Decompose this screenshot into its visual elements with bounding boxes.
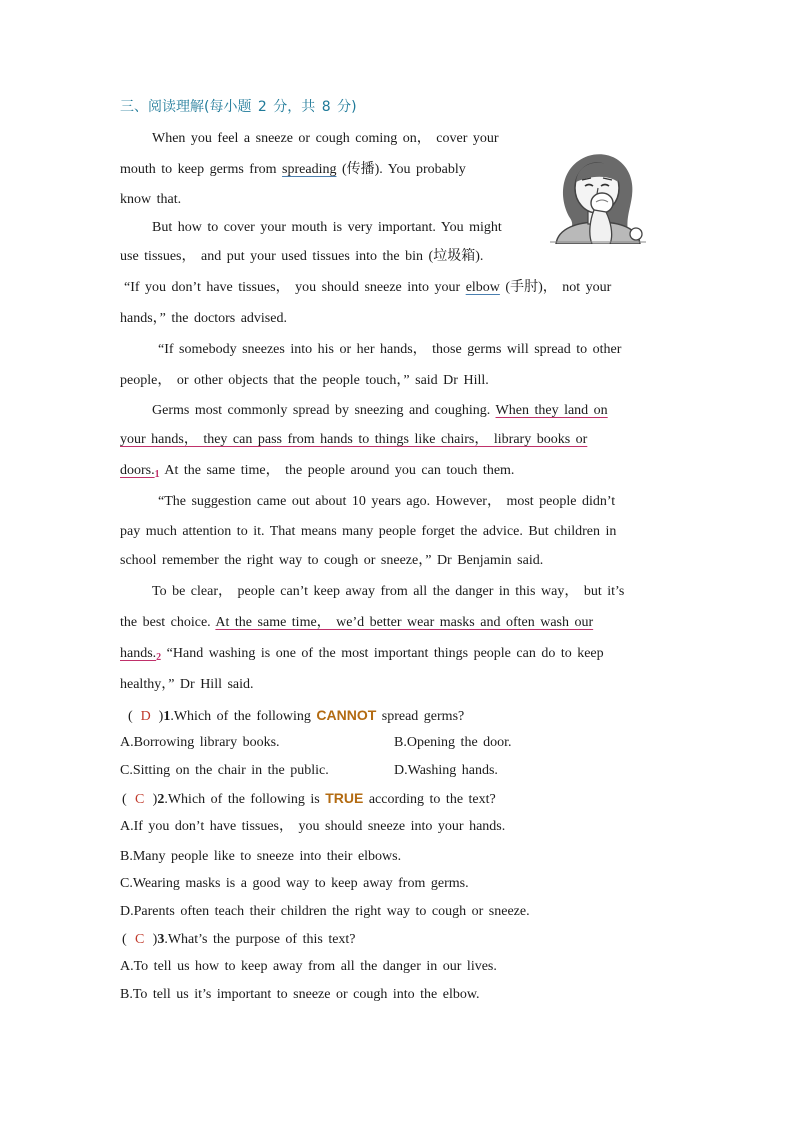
option: B.Many people like to sneeze into their elbows.: [120, 849, 402, 864]
passage-line: When you feel a sneeze or cough coming on， cover your: [152, 131, 499, 146]
vocab-word: spreading: [282, 162, 337, 177]
paren: ): [158, 709, 164, 724]
text-span: mouth to keep germs from: [120, 162, 283, 177]
paren: ): [152, 792, 158, 807]
paren: ): [152, 932, 158, 947]
section-title: 三、阅读理解(每小题 2 分，共 8 分): [120, 99, 357, 115]
text-span: according to the text?: [363, 792, 496, 807]
passage-line: “The suggestion came out about 10 years ago. However， most people didn’t: [158, 494, 616, 509]
option: C.Wearing masks is a good way to keep away from germs.: [120, 876, 469, 891]
highlighted-sentence: hands.: [120, 646, 157, 661]
text-span: “Hand washing is one of the most important things people can do to keep: [161, 646, 604, 661]
option: A.If you don’t have tissues， you should sneeze into your hands.: [120, 819, 506, 834]
option: B.To tell us it’s important to sneeze or cough into the elbow.: [120, 987, 480, 1002]
question-number: 2: [157, 792, 165, 807]
vocab-word: elbow: [465, 280, 500, 295]
option: D.Washing hands.: [394, 763, 498, 778]
woman-sneezing-icon: [548, 148, 648, 244]
question-keyword: CANNOT: [316, 707, 377, 723]
text-span: spread germs?: [376, 709, 465, 724]
text-span: (手肘)， not your: [499, 280, 612, 295]
answer-letter: C: [135, 792, 145, 807]
paren: (: [128, 709, 133, 724]
question-stem: [122, 931, 356, 949]
paren: (: [122, 932, 127, 947]
highlighted-sentence: At the same time， we’d better wear masks and often wash our: [215, 615, 594, 630]
passage-line: [120, 431, 587, 449]
annotation-number: 2: [156, 652, 162, 663]
passage-line: school remember the right way to cough or sneeze，” Dr Benjamin said.: [120, 553, 544, 568]
question-stem: [128, 706, 464, 726]
text-span: At the same time， the people around you can touch them.: [159, 463, 515, 478]
highlighted-sentence: your hands， they can pass from hands to things like chairs， library books or: [120, 432, 588, 447]
passage-line: [120, 614, 593, 632]
text-span: the best choice.: [120, 615, 216, 630]
passage-line: know that.: [120, 192, 182, 207]
answer-letter: D: [140, 709, 151, 724]
passage-line: pay much attention to it. That means many people forget the advice. But children in: [120, 524, 617, 539]
passage-line: use tissues， and put your used tissues into the bin (垃圾箱).: [120, 249, 484, 264]
passage-line: hands，” the doctors advised.: [120, 311, 287, 326]
answer-letter: C: [135, 932, 145, 947]
text-span: “If you don’t have tissues， you should sneeze into your: [124, 280, 466, 295]
text-span: (传播). You probably: [336, 162, 466, 177]
passage-line: [152, 402, 608, 420]
highlighted-sentence: doors.: [120, 463, 155, 478]
question-stem: [122, 789, 496, 809]
passage-line: To be clear， people can’t keep away from all the danger in this way， but it’s: [152, 584, 625, 599]
option: A.To tell us how to keep away from all the danger in our lives.: [120, 959, 497, 974]
text-span: Germs most commonly spread by sneezing and coughing.: [152, 403, 496, 418]
question-keyword: TRUE: [325, 790, 364, 806]
passage-line: But how to cover your mouth is very important. You might: [152, 220, 502, 235]
option: A.Borrowing library books.: [120, 735, 280, 750]
passage-line: [120, 645, 604, 667]
text-span: .Which of the following is: [164, 792, 326, 807]
question-number: 1: [163, 709, 171, 724]
option: D.Parents often teach their children the right way to cough or sneeze.: [120, 904, 530, 919]
text-span: .Which of the following: [170, 709, 317, 724]
passage-line: healthy，” Dr Hill said.: [120, 677, 254, 692]
highlighted-sentence: When they land on: [495, 403, 608, 418]
question-number: 3: [157, 932, 165, 947]
passage-line: “If somebody sneezes into his or her hands， those germs will spread to other: [158, 342, 622, 357]
option: B.Opening the door.: [394, 735, 512, 750]
text-span: .What’s the purpose of this text?: [164, 932, 356, 947]
passage-line: [124, 279, 611, 297]
passage-line: [120, 462, 514, 484]
paren: (: [122, 792, 127, 807]
option: C.Sitting on the chair in the public.: [120, 763, 329, 778]
passage-line: [120, 161, 466, 179]
annotation-number: 1: [154, 469, 160, 480]
passage-line: people， or other objects that the people touch，” said Dr Hill.: [120, 373, 489, 388]
